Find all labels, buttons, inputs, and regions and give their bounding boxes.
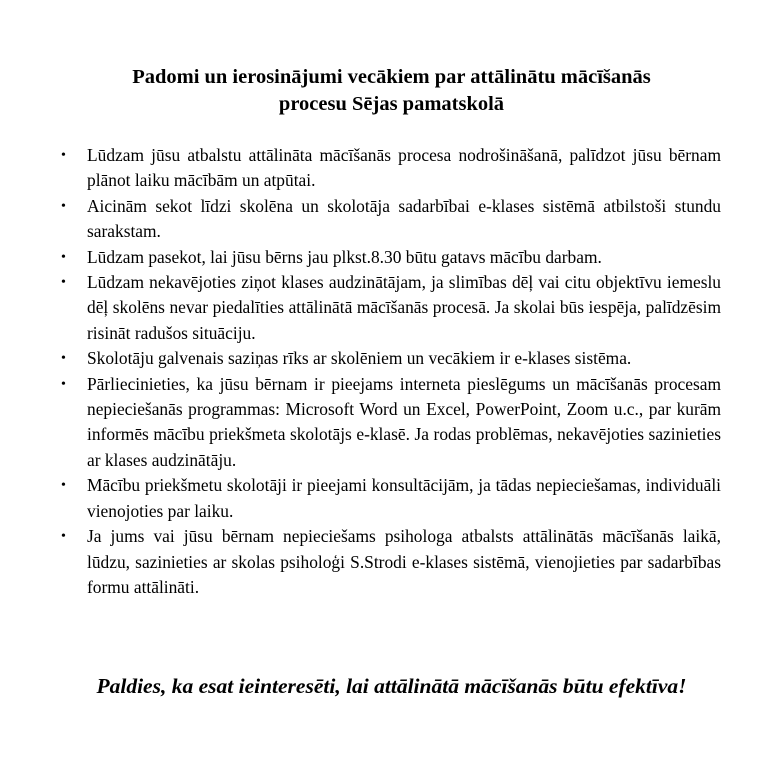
title-line-2: procesu Sējas pamatskolā <box>278 93 505 115</box>
closing-message: Paldies, ka esat ieinteresēti, lai attālinātā mācīšanās būtu efektīva! <box>96 674 687 698</box>
list-item <box>61 270 721 346</box>
advice-list <box>61 143 721 600</box>
title-line-1: Padomi un ierosinājumi vecākiem par attālinātu mācīšanās <box>132 66 651 88</box>
list-item <box>61 194 721 245</box>
list-item <box>61 245 721 270</box>
bullet-icon: • <box>61 275 66 291</box>
list-item-text: Skolotāju galvenais saziņas rīks ar skolēniem un vecākiem ir e-klases sistēma. <box>87 348 632 369</box>
list-item-text: Lūdzam jūsu atbalstu attālināta mācīšanās procesa nodrošināšanā, palīdzot jūsu bērnam plānot laiku mācībām un atpūtai. <box>87 145 721 191</box>
list-item <box>61 143 721 194</box>
list-item <box>61 346 721 371</box>
bullet-icon: • <box>61 249 66 265</box>
document-title <box>40 64 743 118</box>
list-item-text: Mācību priekšmetu skolotāji ir pieejami konsultācijām, ja tādas nepieciešamas, individuāli vienojoties par laiku. <box>87 475 721 521</box>
list-item <box>61 372 721 474</box>
list-item-text: Ja jums vai jūsu bērnam nepieciešams psihologa atbalsts attālinātās mācīšanās laikā, lūdzu, sazinieties ar skolas psiholoģi S.Strodi e-klases sistēmā, vienojieties par sadarbības formu attālināti. <box>87 526 721 597</box>
list-item-text: Pārliecinieties, ka jūsu bērnam ir pieejams interneta pieslēgums un mācīšanās procesam nepieciešanās programmas: Microsoft Word un Excel, PowerPoint, Zoom u.c., par kurām informēs mācību priekšmeta skolotājs e-klasē. Ja rodas problēmas, nekavējoties sazinieties ar klases audzinātāju. <box>87 373 721 470</box>
bullet-icon: • <box>61 478 66 494</box>
list-item <box>61 473 721 524</box>
list-item <box>61 524 721 600</box>
list-item-text: Lūdzam nekavējoties ziņot klases audzinātājam, ja slimības dēļ vai citu objektīvu iemeslu dēļ skolēns nevar piedalīties attālinātā mācīšanās procesā. Ja skolai būs iespēja, palīdzēsim risināt radušos situāciju. <box>87 272 721 343</box>
bullet-icon: • <box>61 529 66 545</box>
bullet-icon: • <box>61 198 66 214</box>
list-item-text: Aicinām sekot līdzi skolēna un skolotāja sadarbībai e-klases sistēmā atbilstoši stundu sarakstam. <box>87 195 721 242</box>
bullet-icon: • <box>61 376 66 392</box>
bullet-icon: • <box>61 351 66 367</box>
bullet-icon: • <box>61 148 66 163</box>
list-item-text: Lūdzam pasekot, lai jūsu bērns jau plkst.8.30 būtu gatavs mācību darbam. <box>87 246 602 267</box>
